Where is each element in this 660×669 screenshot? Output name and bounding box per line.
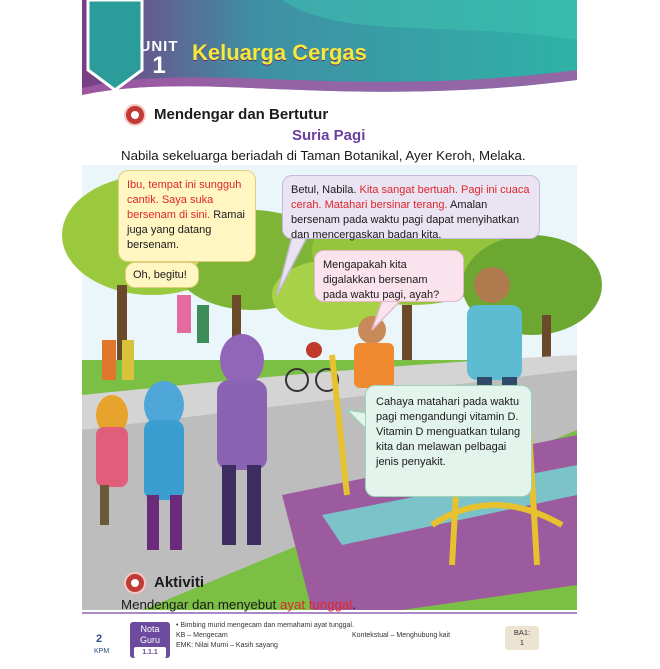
- bubble-nabila-text: Ramai juga yang datang bersenam.: [127, 209, 246, 251]
- activity-text-end: .: [352, 597, 357, 612]
- teacher-note-badge: [130, 622, 170, 668]
- bubble-father-text: Cahaya matahari pada waktu pagi mengandungi vitamin D. Vitamin D menguatkan tulang kita dan melawan pelbagai jenis penyakit.: [376, 396, 521, 468]
- bai-number: 1: [519, 638, 525, 647]
- nota-code: 1.1.1: [134, 647, 166, 658]
- bai-label: BA1:: [513, 628, 531, 637]
- unit-title: Keluarga Cergas: [192, 40, 367, 65]
- bai-badge: [505, 626, 539, 650]
- activity-text-highlight: ayat tunggal: [279, 597, 353, 612]
- page-number: 2: [96, 633, 103, 645]
- speech-bubble-nabila: [118, 170, 256, 262]
- unit-number: 1: [152, 52, 166, 79]
- ear-icon: [124, 104, 146, 126]
- bubble-mother-end: Amalan bersenam pada waktu pagi dapat menyihatkan dan mencergaskan badan kita.: [291, 199, 520, 241]
- bubble-nabila-red-text: Ibu, tempat ini sungguh cantik. Saya suka bersenam di sini.: [127, 179, 242, 221]
- bubble-girl-text: Oh, begitu!: [133, 269, 187, 281]
- bubble-mother-start: Betul, Nabila.: [291, 184, 357, 196]
- section-title: Mendengar dan Bertutur: [154, 106, 329, 123]
- teacher-note-1: • Bimbing murid mengecam dan memahami ayat tunggal.: [176, 622, 354, 629]
- ear-icon: [124, 572, 146, 594]
- speech-bubble-boy: [314, 250, 464, 302]
- story-title: Suria Pagi: [292, 127, 366, 144]
- activity-title: Aktiviti: [154, 574, 205, 591]
- textbook-page: [82, 0, 577, 668]
- page-header: [82, 0, 577, 108]
- speech-bubble-father: [365, 385, 532, 497]
- teacher-note-3: Kontekstual – Menghubung kait: [352, 632, 451, 639]
- publisher-label: KPM: [94, 648, 110, 655]
- nota-sub: (i): [146, 658, 154, 668]
- activity-instruction: [121, 597, 356, 612]
- nota-label: Nota Guru: [139, 624, 160, 645]
- activity-text-start: Mendengar dan menyebut: [121, 597, 280, 612]
- unit-label: UNIT: [139, 38, 179, 55]
- teacher-note-2: KB – Mengecam: [176, 632, 228, 639]
- speech-bubble-mother: [282, 175, 540, 239]
- footer-divider: [82, 612, 577, 614]
- bubble-mother-red-text: Kita sangat bertuah. Pagi ini cuaca cerah. Matahari bersinar terang.: [291, 184, 530, 211]
- bubble-boy-text: Mengapakah kita digalakkan bersenam pada waktu pagi, ayah?: [323, 259, 440, 301]
- teacher-note-4: EMK: Nilai Murni – Kasih sayang: [176, 642, 278, 649]
- speech-bubble-girl: [125, 262, 199, 288]
- story-intro: Nabila sekeluarga beriadah di Taman Botanikal, Ayer Keroh, Melaka.: [121, 148, 526, 163]
